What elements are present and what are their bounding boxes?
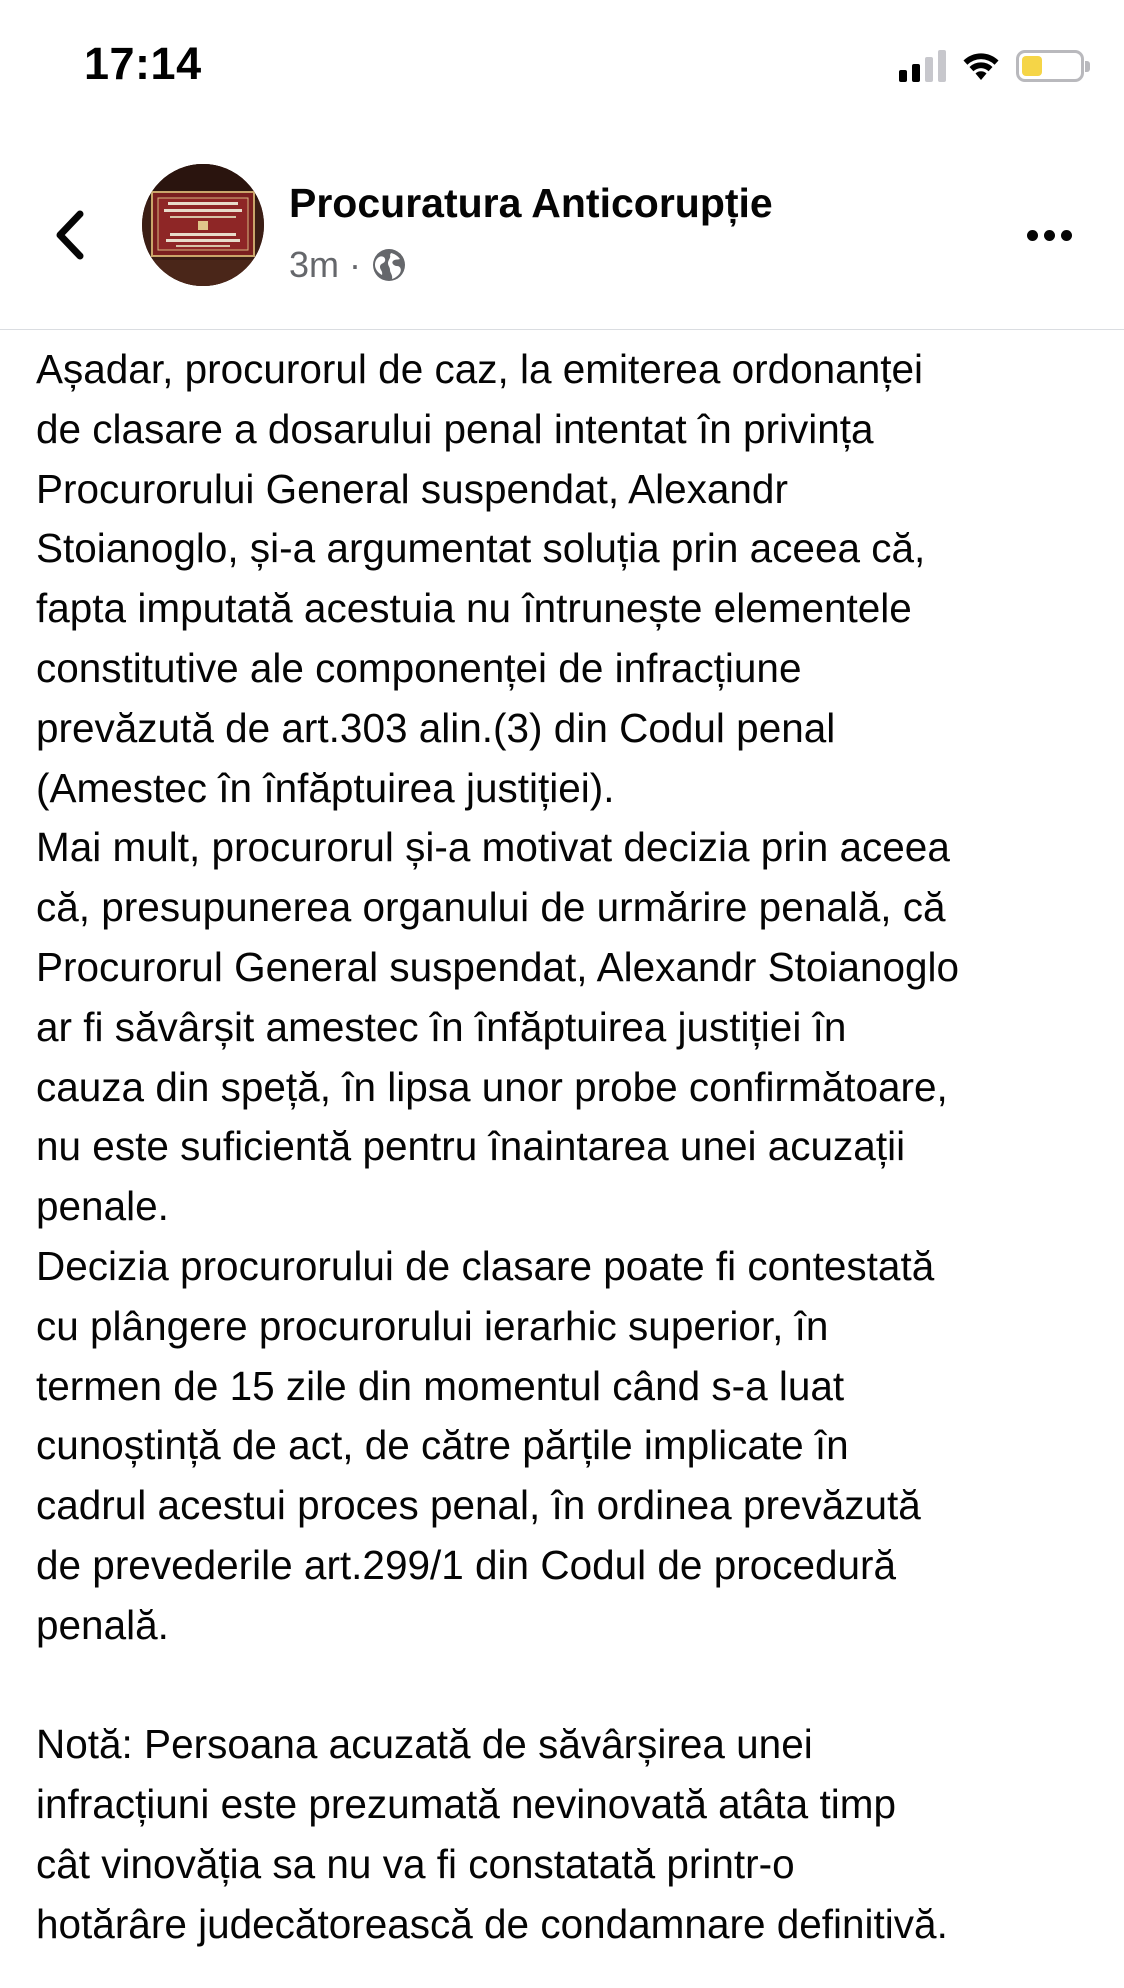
battery-icon xyxy=(1016,50,1084,82)
wifi-icon xyxy=(960,50,1002,82)
post-text-line: Procurorului General suspendat, Alexandr xyxy=(36,465,788,512)
post-text-line: termen de 15 zile din momentul când s-a luat xyxy=(36,1362,845,1409)
meta-separator: · xyxy=(349,244,362,285)
post-text-line: Notă: Persoana acuzată de săvârșirea unei xyxy=(36,1721,813,1768)
post-text-line: de clasare a dosarului penal intentat în privința xyxy=(36,405,874,452)
post-text-line: Procurorul General suspendat, Alexandr Stoianoglo xyxy=(36,943,960,990)
post-text-line: Decizia procurorului de clasare poate fi contestată xyxy=(36,1242,935,1289)
post-text-line: cunoștință de act, de către părțile implicate în xyxy=(36,1422,849,1469)
post-text-line: Așadar, procurorul de caz, la emiterea ordonanței xyxy=(36,346,924,392)
post-text-line: prevăzută de art.303 alin.(3) din Codul penal xyxy=(36,704,836,751)
post-text-line: (Amestec în înfăptuirea justiției). xyxy=(36,764,615,811)
status-icons xyxy=(899,46,1084,86)
paragraph-spacer xyxy=(36,1656,1096,1716)
more-options-button[interactable] xyxy=(1014,210,1084,260)
post-meta xyxy=(289,244,407,286)
cellular-signal-icon xyxy=(899,50,946,82)
post-text-line: cauza din speță, în lipsa unor probe confirmătoare, xyxy=(36,1063,948,1110)
post-time[interactable]: 3m xyxy=(289,244,340,285)
page-name[interactable]: Procuratura Anticorupție xyxy=(289,180,773,226)
post-text-line: fapta imputată acestuia nu întrunește elementele xyxy=(36,585,912,632)
page-avatar[interactable] xyxy=(142,164,264,286)
post-text-line: hotărâre judecătorească de condamnare definitivă. xyxy=(36,1900,948,1947)
status-bar xyxy=(0,0,1124,130)
post-text-line: cu plângere procurorului ierarhic superior, în xyxy=(36,1302,829,1349)
post-text-line: ar fi săvârșit amestec în înfăptuirea justiției în xyxy=(36,1003,847,1050)
post-text-line: penale. xyxy=(36,1183,169,1230)
chevron-left-icon xyxy=(52,209,88,261)
post-text-line: cadrul acestui proces penal, în ordinea prevăzută xyxy=(36,1482,921,1529)
post-header xyxy=(0,150,1124,330)
post-text-line: Stoianoglo, și-a argumentat soluția prin aceea că, xyxy=(36,525,926,572)
post-text-line: Mai mult, procurorul și-a motivat decizia prin aceea xyxy=(36,824,950,871)
status-time: 17:14 xyxy=(84,38,202,89)
battery-level xyxy=(1022,56,1042,76)
post-text-line: că, presupunerea organului de urmărire penală, că xyxy=(36,884,946,931)
post-text-line: cât vinovăția sa nu va fi constatată printr-o xyxy=(36,1840,795,1887)
globe-icon xyxy=(371,247,407,283)
post-text-line: de prevederile art.299/1 din Codul de procedură xyxy=(36,1541,897,1588)
post-text-line: penală. xyxy=(36,1601,169,1648)
avatar-image xyxy=(142,164,264,286)
back-button[interactable] xyxy=(40,200,100,270)
post-text-line: infracțiuni este prezumată nevinovată atâta timp xyxy=(36,1781,896,1828)
post-text-line: nu este suficientă pentru înaintarea unei acuzații xyxy=(36,1123,906,1170)
more-horizontal-icon xyxy=(1027,230,1038,241)
post-text xyxy=(36,340,1096,1955)
post-text-line: constitutive ale componenței de infracțiune xyxy=(36,644,802,691)
